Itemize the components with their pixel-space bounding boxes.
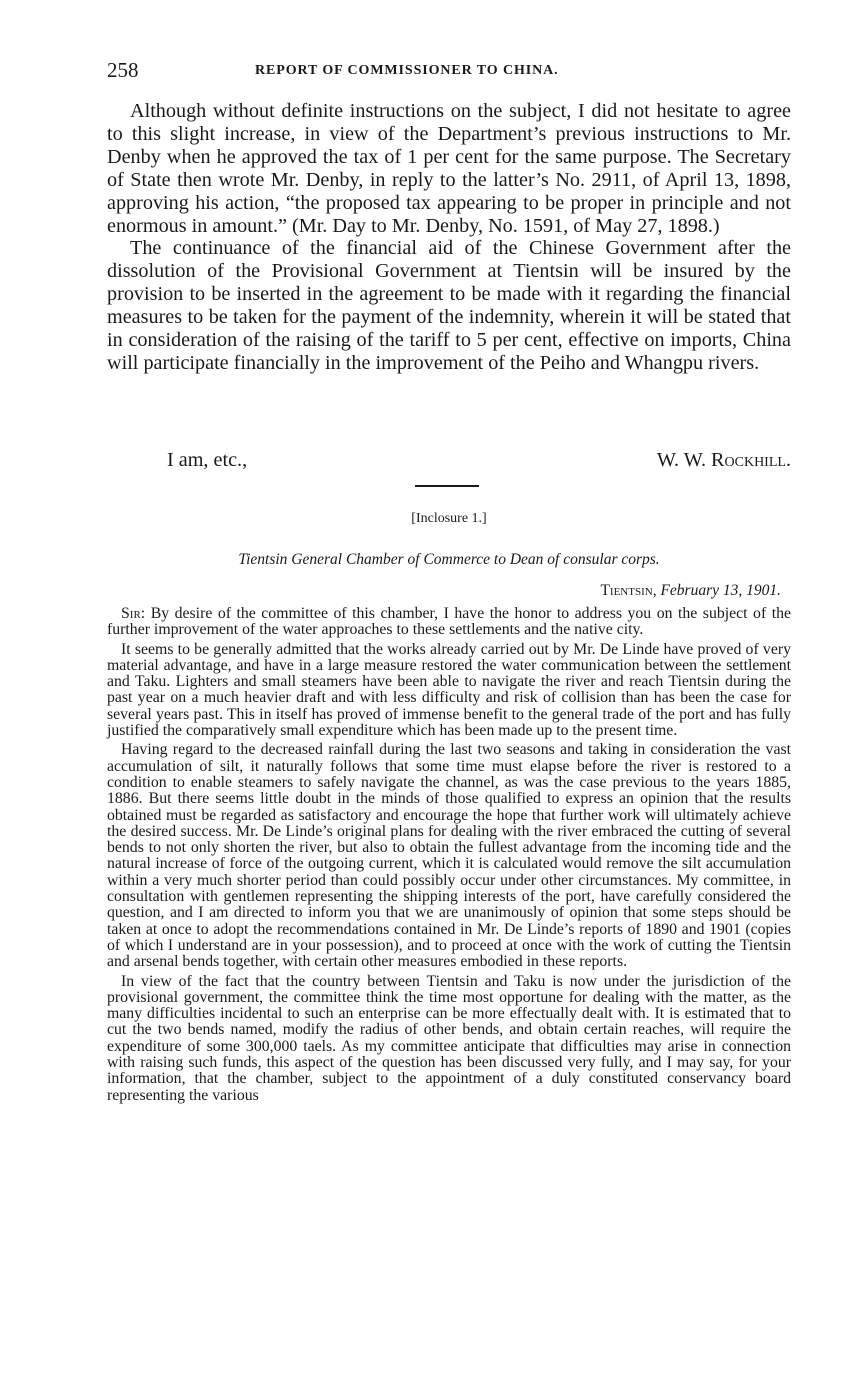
- dateline-date: February 13, 1901.: [660, 582, 781, 599]
- running-head: REPORT OF COMMISSIONER TO CHINA.: [255, 63, 559, 78]
- inclosure-paragraph: [107, 606, 791, 639]
- dateline-place: Tientsin,: [600, 582, 657, 599]
- letter-closing: [107, 449, 791, 475]
- letter-paragraph: Although without definite instructions on the subject, I did not hesitate to agree to this slight increase, in view of the Department’s previous instructions to Mr. Denby when he approved the tax of 1 per cent for the same purpose. The Secretary of State then wrote Mr. Denby, in reply to the latter’s No. 2911, of April 13, 1898, approving his action, “the proposed tax appearing to be proper in principle and not enormous in amount.” (Mr. Day to Mr. Denby, No. 1591, of May 27, 1898.): [107, 100, 791, 237]
- inclosure-paragraph: It seems to be generally admitted that the works already carried out by Mr. De Linde have proved of very material advantage, and have in a large measure restored the water communication between the settlement and Taku. Lighters and small steamers have been able to navigate the river and reach Tientsin during the past year on a much heavier draft and with less difficulty and risk of collision than has been the case for several years past. This in itself has proved of immense benefit to the general trade of the port and has fully justified the comparatively small expenditure which has been made up to the present time.: [107, 640, 791, 740]
- letter-paragraph: The continuance of the financial aid of the Chinese Government after the dissolution of the Provisional Government at Tientsin will be insured by the provision to be inserted in the agreement to be made with it regarding the financial measures to be taken for the payment of the indemnity, wherein it will be stated that in consideration of the raising of the tariff to 5 per cent, effective on imports, China will participate financially in the improvement of the Peiho and Whangpu rivers.: [107, 237, 791, 374]
- inclosure-title: Tientsin General Chamber of Commerce to Dean of consular corps.: [238, 551, 660, 568]
- dateline: [600, 582, 781, 600]
- inclosure-paragraph: In view of the fact that the country between Tientsin and Taku is now under the jurisdiction of the provisional government, the committee think the time most opportune for dealing with the matter, as the many difficulties incidental to such an enterprise can be more effectually dealt with. It is estimated that to cut the two bends named, modify the radius of other bends, and obtain certain reaches, will require the expenditure of some 300,000 taels. As my committee anticipate that difficulties may arise in connection with raising such funds, this aspect of the question has been discussed very fully, and I may say, for your information, that the chamber, subject to the appointment of a duly constituted conservancy board representing the various: [107, 972, 791, 1104]
- inclosure-paragraph: Having regard to the decreased rainfall during the last two seasons and taking in consideration the vast accumulation of silt, it naturally follows that some time must elapse before the river is restored to a condition to enable steamers to safely navigate the channel, as was the case previous to the years 1885, 1886. But there seems little doubt in the minds of those qualified to express an opinion that the results obtained must be regarded as satisfactory and encourage the hope that further work will ultimately achieve the desired success. Mr. De Linde’s original plans for dealing with the river embraced the cutting of several bends to not only shorten the river, but also to obtain the fullest advantage from the incoming tide and the natural increase of force of the outgoing current, which it is calculated would remove the silt accumulation within a very much shorter period than could possibly occur under other circumstances. My committee, in consultation with gentlemen representing the shipping interests of the port, have carefully considered the question, and I am directed to inform you that we are unanimously of opinion that some steps should be taken at once to adopt the recommendations contained in Mr. De Linde’s reports of 1890 and 1901 (copies of which I understand are in your possession), and to proceed at once with the work of cutting the Tientsin and arsenal bends together, with certain other measures embodied in these reports.: [107, 741, 791, 971]
- inclosure-body: [107, 606, 791, 1107]
- signature: W. W. Rockhill.: [656, 449, 791, 471]
- letter-body: [107, 100, 791, 375]
- first-paragraph-text: By desire of the committee of this chamber, I have the honor to address you on the subject of the further improvement of the water approaches to these settlements and the native city.: [107, 605, 791, 639]
- salutation: Sir:: [121, 605, 146, 622]
- complimentary-close: I am, etc.,: [167, 449, 248, 471]
- section-divider: [415, 485, 479, 487]
- inclosure-label: [Inclosure 1.]: [411, 511, 487, 526]
- page-header: [107, 58, 791, 84]
- page-number: 258: [107, 58, 139, 82]
